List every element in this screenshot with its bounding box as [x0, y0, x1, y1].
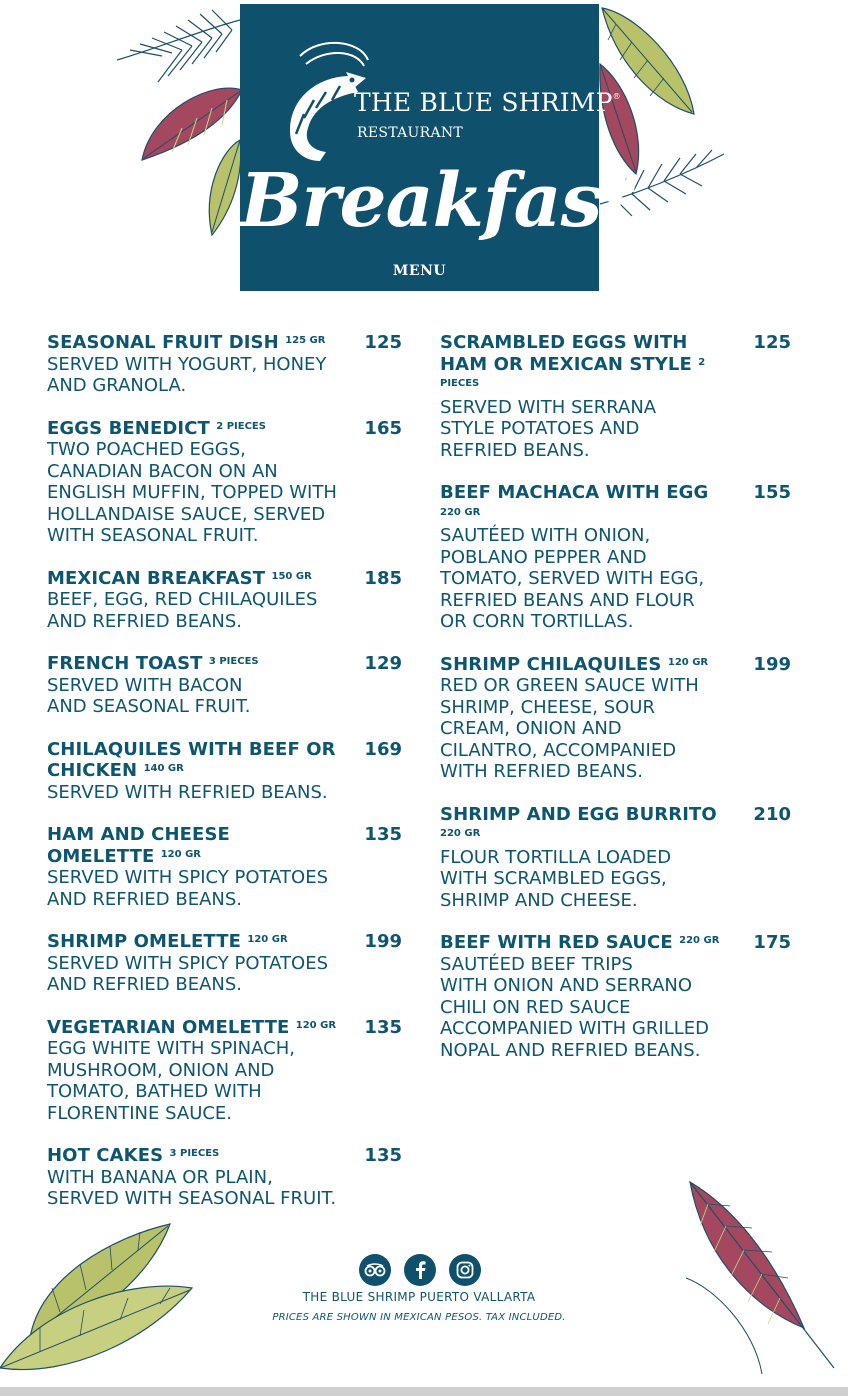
- menu-item-description: [47, 589, 367, 632]
- menu-item-name: [47, 1145, 337, 1167]
- menu-item-title: FRENCH TOAST: [47, 653, 203, 674]
- leaves-bottom-right: [684, 1178, 840, 1378]
- menu-item: [440, 482, 795, 633]
- page-subtitle: MENU: [392, 263, 447, 279]
- menu-item-portion: 2 PIECES: [440, 356, 706, 389]
- menu-item-price: 185: [364, 567, 402, 589]
- menu-item: [47, 1145, 402, 1210]
- menu-item-name: [47, 418, 337, 440]
- menu-item-description-line: POBLANO PEPPER AND: [440, 546, 647, 568]
- menu-item-portion: 2 PIECES: [216, 420, 266, 432]
- menu-item-name: [47, 824, 337, 867]
- brand-name: THE BLUE SHRIMP®: [354, 88, 621, 117]
- page-title: Breakfast: [240, 158, 635, 244]
- menu-item-description-line: STYLE POTATOES AND: [440, 418, 640, 439]
- menu-item-portion: 220 GR: [440, 828, 481, 839]
- menu-item-price: 175: [753, 932, 791, 953]
- menu-item-description: [440, 954, 760, 1062]
- menu-item-name: [440, 804, 730, 847]
- menu-item-name: [440, 654, 730, 676]
- menu-item-description-line: SAUTÉED BEEF TRIPS: [440, 953, 633, 975]
- menu-item-name: [440, 932, 730, 954]
- facebook-icon[interactable]: [404, 1254, 436, 1286]
- menu-item-portion: 3 PIECES: [169, 1148, 220, 1159]
- menu-item-price: 125: [753, 332, 791, 353]
- menu-item-description-line: FLOUR TORTILLA LOADED: [440, 846, 672, 868]
- menu-item-portion: 220 GR: [440, 506, 481, 518]
- social-links: [359, 1254, 481, 1286]
- menu-item: [47, 332, 402, 397]
- menu-item-price: 135: [364, 1016, 402, 1038]
- menu-item: [47, 739, 402, 804]
- menu-item-price: 199: [753, 653, 791, 675]
- menu-item-description: [47, 675, 367, 718]
- menu-item: [47, 824, 402, 910]
- menu-item-name: [47, 931, 337, 953]
- menu-item-description-line: SERVED WITH REFRIED BEANS.: [47, 781, 328, 803]
- menu-item-description: [440, 525, 760, 633]
- menu-item-portion: 120 GR: [667, 656, 709, 668]
- menu-item-title: BEEF WITH RED SAUCE: [440, 932, 673, 953]
- menu-item-description-line: CREAM, ONION AND: [440, 718, 622, 739]
- tripadvisor-icon[interactable]: [359, 1254, 391, 1286]
- menu-item-description-line: EGG WHITE WITH SPINACH,: [47, 1038, 295, 1059]
- menu-item-description: [47, 1167, 367, 1210]
- footer-restaurant-name: THE BLUE SHRIMP PUERTO VALLARTA: [302, 1290, 536, 1304]
- menu-item-price: 155: [753, 482, 791, 503]
- menu-item-name: [47, 739, 337, 782]
- menu-item-description: [47, 1038, 367, 1124]
- menu-item-description-line: WITH BANANA OR PLAIN,: [47, 1166, 273, 1188]
- menu-column-left: [47, 332, 402, 1231]
- menu-item-description-line: OR CORN TORTILLAS.: [440, 611, 634, 632]
- menu-item-description-line: AND REFRIED BEANS.: [47, 610, 243, 632]
- menu-item-description: [47, 354, 367, 397]
- menu-item-price: 210: [753, 803, 791, 825]
- instagram-icon[interactable]: [449, 1254, 481, 1286]
- menu-item-title: HAM AND CHEESE OMELETTE: [47, 824, 230, 867]
- menu-item-description-line: SERVED WITH BACON: [47, 674, 243, 696]
- menu-item-description-line: FLORENTINE SAUCE.: [47, 1102, 233, 1124]
- header-banner: [240, 4, 635, 291]
- menu-item-portion: 3 PIECES: [208, 656, 259, 667]
- menu-item-description-line: AND GRANOLA.: [47, 375, 187, 396]
- menu-item-portion: 125 GR: [285, 335, 326, 346]
- menu-item-description-line: SHRIMP, CHEESE, SOUR: [440, 696, 655, 718]
- menu-item-description: [440, 397, 760, 462]
- menu-item-price: 169: [364, 738, 402, 760]
- page-bottom-edge: [0, 1387, 848, 1396]
- menu-item-description-line: HOLLANDAISE SAUCE, SERVED: [47, 503, 326, 525]
- menu-item-description-line: CANADIAN BACON ON AN: [47, 460, 278, 482]
- menu-item: [47, 653, 402, 718]
- menu-item: [47, 418, 402, 547]
- menu-item-description-line: REFRIED BEANS.: [440, 439, 590, 461]
- menu-item-price: 129: [364, 653, 402, 674]
- menu-item-name: [47, 653, 337, 675]
- menu-item-description: [440, 847, 760, 912]
- menu-item-title: MEXICAN BREAKFAST: [47, 567, 266, 589]
- menu-item-description: [47, 953, 367, 996]
- menu-item-name: [47, 332, 337, 354]
- menu-item-name: [440, 332, 730, 397]
- menu-item-price: 135: [364, 1145, 402, 1166]
- menu-item-description-line: SERVED WITH SEASONAL FRUIT.: [47, 1188, 337, 1209]
- menu-item-description-line: SERVED WITH SPICY POTATOES: [47, 867, 329, 888]
- menu-column-right: [440, 332, 795, 1082]
- leaves-top-left: [112, 0, 247, 240]
- menu-item-description-line: SERVED WITH SPICY POTATOES: [47, 952, 329, 974]
- menu-item-title: VEGETARIAN OMELETTE: [47, 1016, 290, 1038]
- menu-item-price: 135: [364, 824, 402, 845]
- menu-item-description-line: ENGLISH MUFFIN, TOPPED WITH: [47, 482, 337, 503]
- menu-item-title: SCRAMBLED EGGS WITH HAM OR MEXICAN STYLE: [440, 332, 692, 375]
- menu-item-description-line: MUSHROOM, ONION AND: [47, 1059, 275, 1081]
- menu-item-description-line: SAUTÉED WITH ONION,: [440, 525, 651, 546]
- menu-item-description-line: RED OR GREEN SAUCE WITH: [440, 675, 699, 696]
- menu-item-description-line: CHILI ON RED SAUCE: [440, 996, 631, 1018]
- menu-item-description-line: TWO POACHED EGGS,: [47, 439, 246, 460]
- menu-item-price: 125: [364, 332, 402, 353]
- menu-item-title: EGGS BENEDICT: [47, 417, 210, 439]
- menu-item-description-line: WITH ONION AND SERRANO: [440, 975, 693, 996]
- menu-item-portion: 140 GR: [143, 763, 184, 774]
- menu-item-title: SHRIMP CHILAQUILES: [440, 653, 662, 675]
- menu-item-description-line: SERVED WITH SERRANA: [440, 396, 657, 418]
- menu-item-title: SHRIMP OMELETTE: [47, 931, 241, 952]
- menu-item-description-line: TOMATO, BATHED WITH: [47, 1081, 262, 1102]
- menu-item-description-line: SHRIMP AND CHEESE.: [440, 889, 638, 911]
- menu-item-portion: 120 GR: [247, 934, 288, 945]
- menu-item: [47, 568, 402, 633]
- menu-item-price: 165: [364, 417, 402, 439]
- menu-item-portion: 220 GR: [679, 935, 720, 946]
- menu-item-price: 199: [364, 931, 402, 952]
- menu-item-description-line: REFRIED BEANS AND FLOUR: [440, 589, 695, 611]
- menu-item-description-line: AND REFRIED BEANS.: [47, 974, 243, 995]
- menu-item-description-line: AND REFRIED BEANS.: [47, 888, 243, 910]
- menu-item: [47, 931, 402, 996]
- menu-item-portion: 150 GR: [271, 570, 312, 582]
- menu-item-description: [47, 782, 367, 804]
- menu-item-description: [47, 867, 367, 910]
- menu-item-portion: 120 GR: [295, 1019, 337, 1031]
- menu-item-title: BEEF MACHACA WITH EGG: [440, 482, 709, 503]
- menu-item-description-line: WITH SEASONAL FRUIT.: [47, 525, 259, 546]
- menu-item-description-line: WITH SCRAMBLED EGGS,: [440, 868, 667, 889]
- menu-item-name: [440, 482, 730, 525]
- menu-item-description-line: SERVED WITH YOGURT, HONEY: [47, 353, 327, 375]
- menu-item-description: [440, 675, 760, 783]
- menu-item-title: SEASONAL FRUIT DISH: [47, 332, 279, 353]
- footer-price-note: PRICES ARE SHOWN IN MEXICAN PESOS. TAX INCLUDED.: [272, 1312, 566, 1323]
- menu-item: [440, 804, 795, 912]
- menu-item-title: CHILAQUILES WITH BEEF OR CHICKEN: [47, 738, 336, 781]
- menu-item: [440, 654, 795, 783]
- menu-item-description-line: WITH REFRIED BEANS.: [440, 761, 644, 782]
- menu-item-name: [47, 568, 337, 590]
- menu-item: [47, 1017, 402, 1125]
- menu-item-title: SHRIMP AND EGG BURRITO: [440, 803, 717, 825]
- menu-item-description-line: TOMATO, SERVED WITH EGG,: [440, 568, 705, 589]
- menu-item-description-line: ACCOMPANIED WITH GRILLED: [440, 1018, 709, 1039]
- menu-item-title: HOT CAKES: [47, 1145, 164, 1166]
- menu-item: [440, 332, 795, 461]
- brand-subtitle: RESTAURANT: [357, 125, 464, 141]
- menu-item-description-line: NOPAL AND REFRIED BEANS.: [440, 1039, 701, 1061]
- menu-item-description-line: AND SEASONAL FRUIT.: [47, 696, 251, 717]
- menu-item-description-line: CILANTRO, ACCOMPANIED: [440, 739, 677, 761]
- menu-item: [440, 932, 795, 1061]
- menu-item-name: [47, 1017, 337, 1039]
- menu-item-portion: 120 GR: [160, 848, 201, 860]
- menu-item-description: [47, 439, 367, 547]
- menu-item-description-line: BEEF, EGG, RED CHILAQUILES: [47, 589, 318, 610]
